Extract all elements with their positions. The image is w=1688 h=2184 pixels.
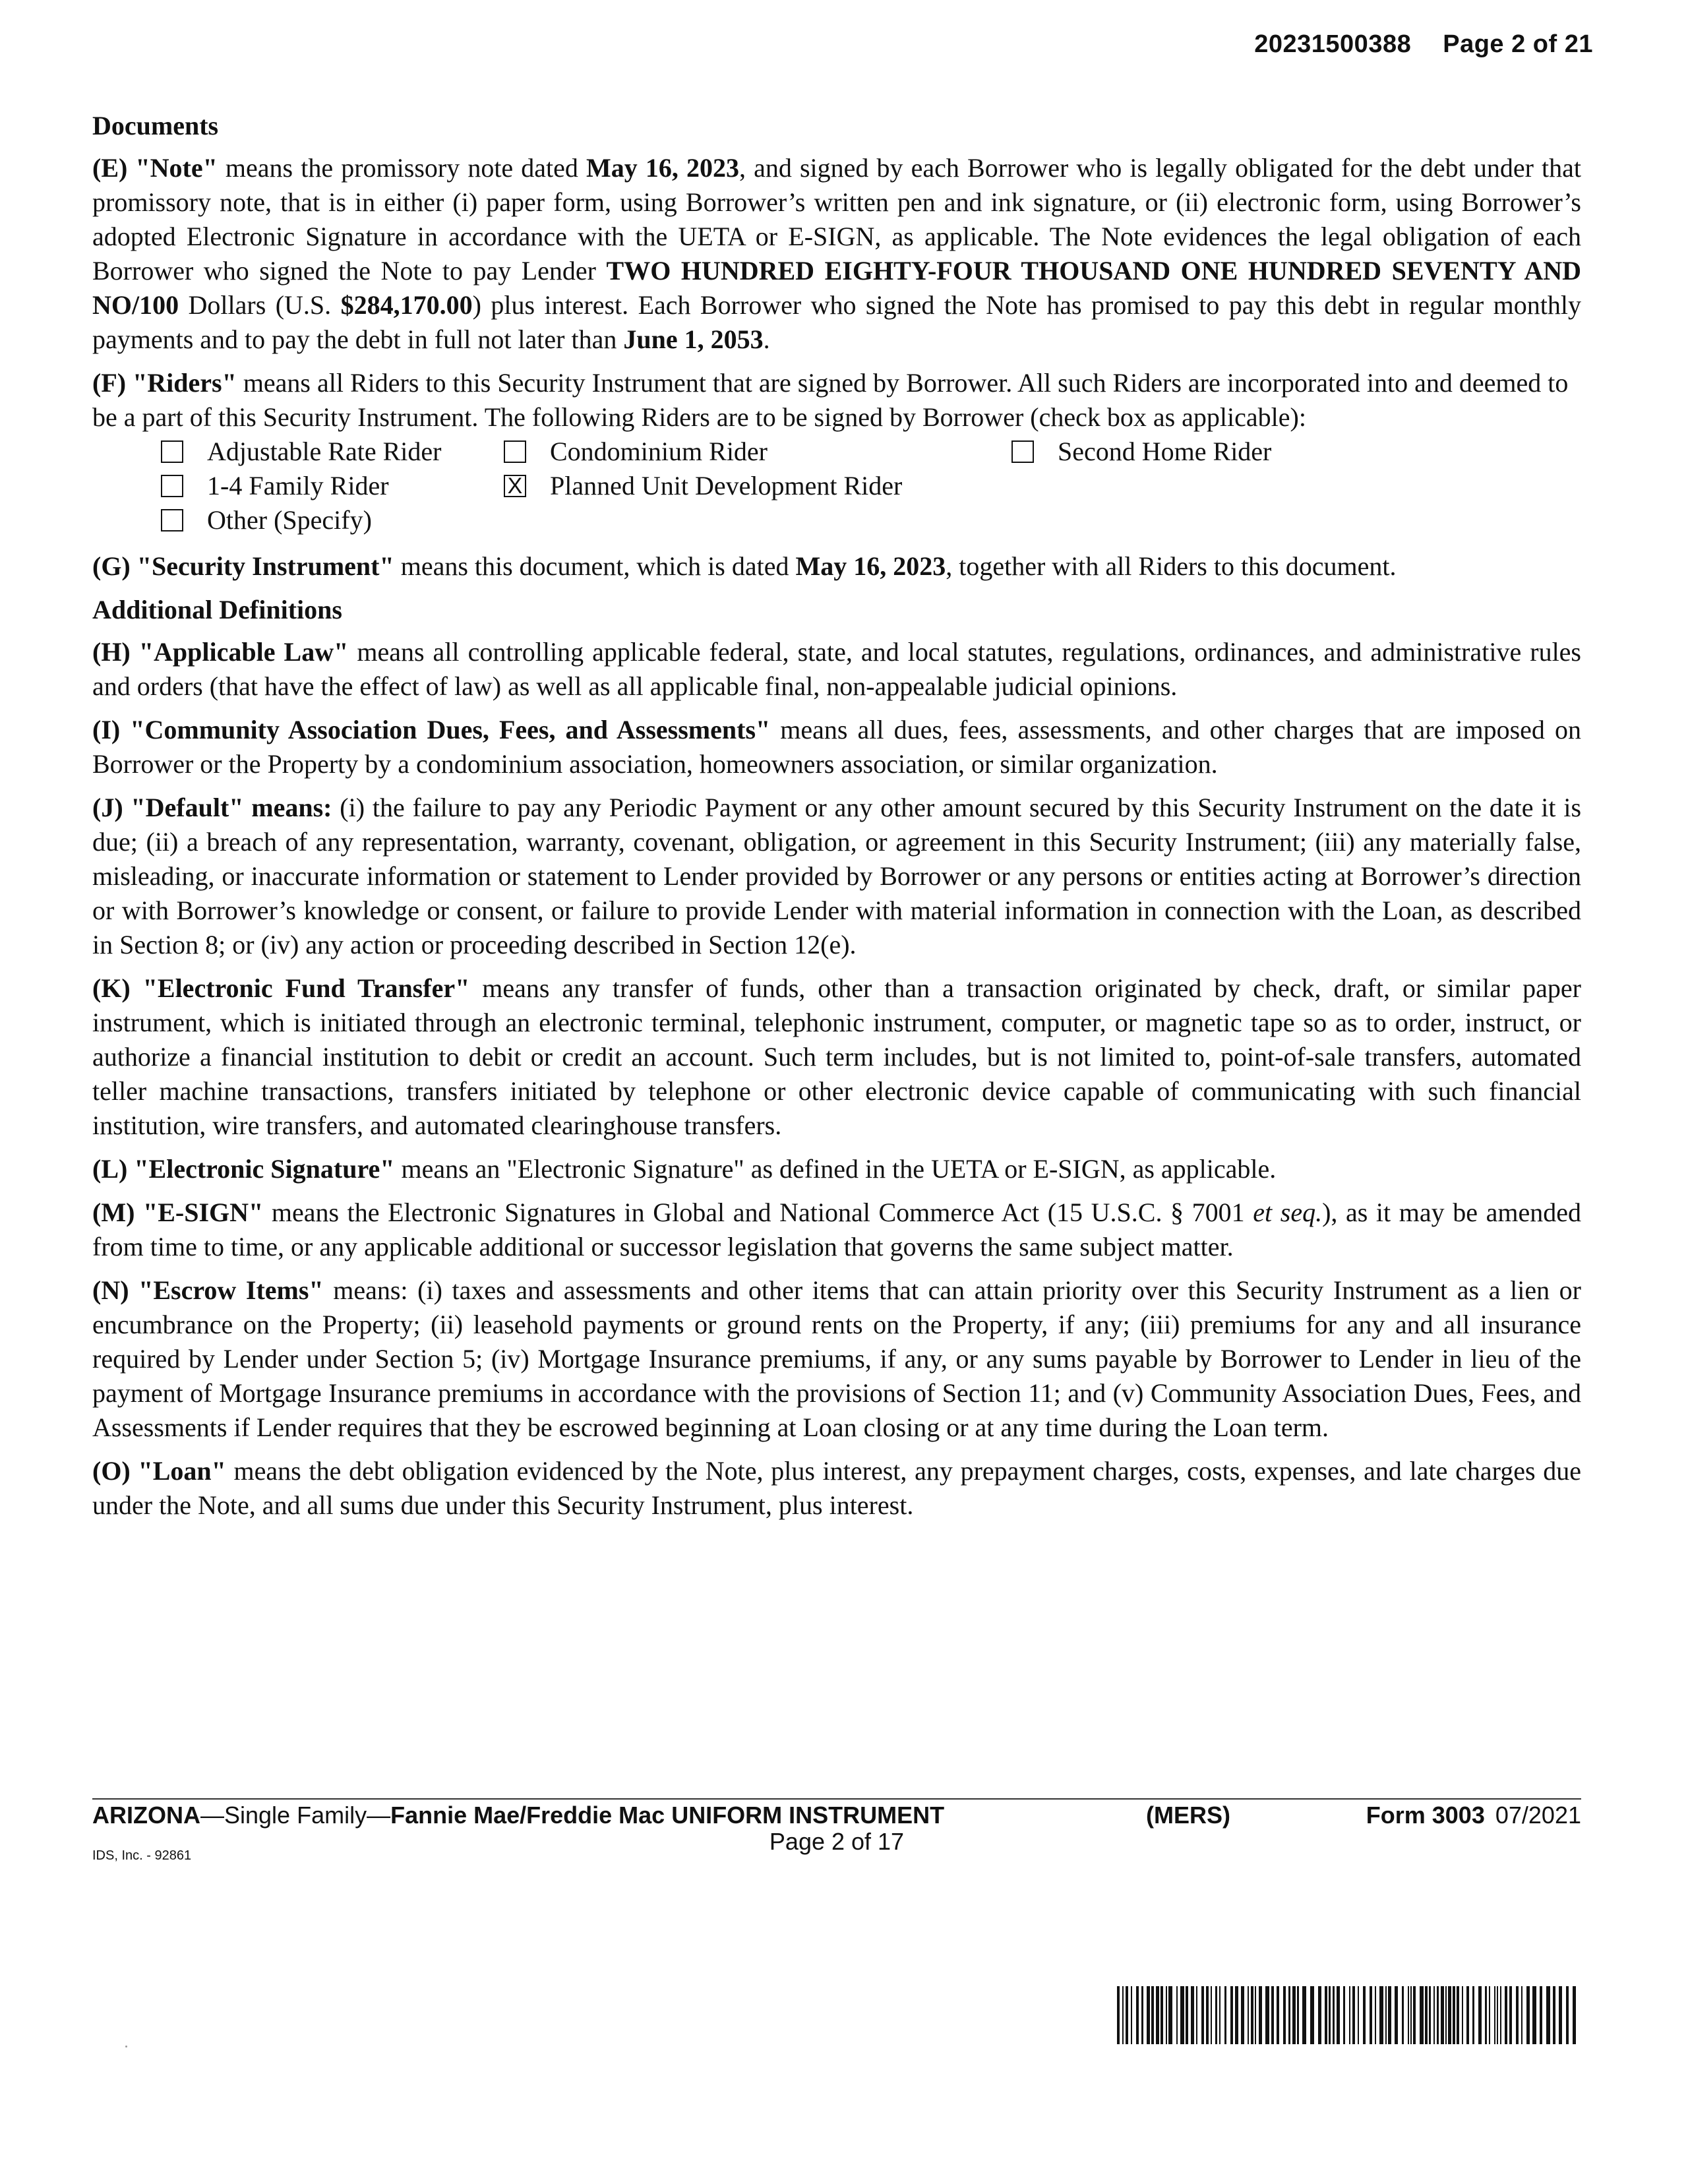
definition-community-dues — [92, 713, 1581, 781]
rider-item — [1011, 435, 1341, 469]
footer-form-date: 07/2021 — [1495, 1802, 1581, 1829]
security-instrument-text-2: , together with all Riders to this document. — [946, 551, 1397, 581]
definition-text: means: (i) taxes and assessments and other items that can attain priority over this Security Instrument as a lien or encumbrance on the Property; (ii) leasehold payments or ground rents on the Property, if any; (iii) premiums for any and all insurance required by Lender under Section 5; (iv) Mortgage Insurance premiums, if any, or any sums payable by Borrower to Lender in lieu of the payment of Mortgage Insurance premiums in accordance with the provisions of Section 11; and (v) Community Association Dues, Fees, and Assessments if Lender requires that they be escrowed beginning at Loan closing or at any time during the Loan term. — [92, 1275, 1582, 1442]
note-definition — [92, 151, 1581, 357]
definition-esign — [92, 1196, 1581, 1264]
checkbox[interactable] — [504, 440, 526, 463]
definition-label: (I) "Community Association Dues, Fees, and Assessments" — [92, 715, 771, 744]
document-header — [1254, 30, 1593, 59]
definition-text: means an "Electronic Signature" as defined in the UETA or E-SIGN, as applicable. — [394, 1154, 1277, 1184]
definition-label: (N) "Escrow Items" — [92, 1275, 324, 1305]
definition-label: (H) "Applicable Law" — [92, 637, 349, 667]
checkbox[interactable] — [161, 509, 183, 531]
definition-label: (M) "E-SIGN" — [92, 1198, 264, 1227]
note-text-5: . — [763, 324, 770, 354]
definition-italic: et seq. — [1253, 1198, 1323, 1227]
note-text-2: , and signed by each Borrower who is legally obligated for the debt under that promissory note, that is in either (i) paper form, using Borrower’s written pen and ink signature, or (ii) electronic form, using Borrower’s adopted Electronic Signature in accordance with the UETA or E-SIGN, as applicable. The Note evidences the legal obligation of each Borrower who signed the Note to pay Lender — [92, 153, 1581, 286]
definition-label: (L) "Electronic Signature" — [92, 1154, 395, 1184]
definition-label: (O) "Loan" — [92, 1456, 226, 1486]
riders-text: means all Riders to this Security Instrument that are signed by Borrower. All such Riders are incorporated into and deemed to be a part of this Security Instrument. The following Riders are to be signed by Borrower (check box as applicable): — [92, 368, 1569, 432]
definition-default — [92, 791, 1581, 962]
security-instrument-definition — [92, 549, 1581, 584]
checkbox[interactable] — [1011, 440, 1034, 463]
footer-single-family: —Single Family— — [200, 1802, 391, 1829]
additional-definitions-heading: Additional Definitions — [92, 595, 342, 624]
note-amount: $284,170.00 — [340, 290, 473, 320]
rider-item — [504, 435, 1011, 469]
definition-electronic-signature — [92, 1152, 1581, 1186]
note-text-4: ) plus interest. Each Borrower who signed the Note has promised to pay this debt in regular monthly payments and to pay the debt in full not later than — [92, 290, 1582, 354]
note-date: May 16, 2023 — [586, 153, 740, 183]
rider-empty-cell — [1011, 469, 1341, 503]
definition-text: means the debt obligation evidenced by the Note, plus interest, any prepayment charges, costs, expenses, and late charges due under the Note, and all sums due under this Security Instrument, plus interest. — [92, 1456, 1582, 1520]
definition-loan — [92, 1454, 1581, 1523]
checkbox[interactable] — [161, 475, 183, 497]
footer-instrument: Fannie Mae/Freddie Mac UNIFORM INSTRUMENT — [390, 1802, 945, 1829]
note-label: (E) "Note" — [92, 153, 218, 183]
definition-label: (J) "Default" means: — [92, 793, 332, 822]
rider-item — [161, 435, 504, 469]
definition-text: means all controlling applicable federal, state, and local statutes, regulations, ordinances, and administrative rules and orders (that have the effect of law) as well as all applicable final, non-appealable judicial opinions. — [92, 637, 1581, 701]
rider-label: Condominium Rider — [550, 437, 768, 466]
rider-label: 1-4 Family Rider — [207, 471, 389, 501]
security-instrument-label: (G) "Security Instrument" — [92, 551, 394, 581]
footer-divider — [92, 1798, 1581, 1800]
definition-applicable-law — [92, 635, 1581, 704]
footer-form-line — [92, 1802, 1581, 1829]
checkbox[interactable] — [161, 440, 183, 463]
document-body — [92, 109, 1581, 1532]
definition-escrow-items — [92, 1273, 1581, 1445]
document-page-label: Page 2 of 21 — [1443, 30, 1593, 58]
note-text-3: Dollars (U.S. — [179, 290, 341, 320]
definition-electronic-fund-transfer — [92, 971, 1581, 1143]
footer-form-label: Form 3003 — [1366, 1802, 1485, 1829]
rider-label: Planned Unit Development Rider — [550, 471, 903, 501]
footer-state: ARIZONA — [92, 1802, 200, 1829]
rider-label: Second Home Rider — [1058, 437, 1272, 466]
definition-text: ), as it may be amended from time to time, or any applicable additional or successor legislation that governs the same subject matter. — [92, 1198, 1581, 1261]
definition-text: means all dues, fees, assessments, and other charges that are imposed on Borrower or the Property by a condominium association, homeowners association, or similar organization. — [92, 715, 1581, 779]
security-instrument-date: May 16, 2023 — [795, 551, 946, 581]
page-footer — [92, 1802, 1581, 1855]
rider-item — [161, 469, 504, 503]
rider-item — [161, 503, 504, 537]
scan-dot — [125, 2046, 127, 2048]
footer-page-number: Page 2 of 17 — [769, 1828, 905, 1855]
rider-label: Adjustable Rate Rider — [207, 437, 442, 466]
footer-form-id — [1366, 1802, 1581, 1829]
rider-item — [504, 469, 1011, 503]
document-number: 20231500388 — [1254, 30, 1412, 58]
definition-text: (i) the failure to pay any Periodic Payment or any other amount secured by this Security Instrument on the date it is due; (ii) a breach of any representation, warranty, covenant, obligation, or agreement in this Security Instrument; (iii) any materially false, misleading, or inaccurate information or statement to Lender provided by Borrower or any persons or entities acting at Borrower’s direction or with Borrower’s knowledge or consent, or failure to provide Lender with material information in connection with the Loan, as described in Section 8; or (iv) any action or proceeding described in Section 12(e). — [92, 793, 1582, 959]
security-instrument-text-1: means this document, which is dated — [394, 551, 796, 581]
riders-label: (F) "Riders" — [92, 368, 237, 398]
riders-checklist — [92, 435, 1581, 537]
note-amount-words: TWO HUNDRED EIGHTY-FOUR THOUSAND ONE HUNDRED SEVENTY AND NO/100 — [92, 256, 1582, 320]
rider-label: Other (Specify) — [207, 505, 372, 535]
note-text-1: means the promissory note dated — [217, 153, 587, 183]
footer-ids-code: IDS, Inc. - 92861 — [92, 1848, 192, 1863]
note-maturity-date: June 1, 2053 — [623, 324, 764, 354]
barcode-graphic — [1117, 1986, 1579, 2044]
definition-text: means the Electronic Signatures in Global and National Commerce Act (15 U.S.C. § 7001 — [263, 1198, 1253, 1227]
definition-label: (K) "Electronic Fund Transfer" — [92, 973, 470, 1003]
definition-text: means any transfer of funds, other than a transaction originated by check, draft, or similar paper instrument, which is initiated through an electronic terminal, telephonic instrument, computer, or magnetic tape so as to order, instruct, or authorize a financial institution to debit or credit an account. Such term includes, but is not limited to, point-of-sale transfers, automated teller machine transactions, transfers initiated by telephone or other electronic device capable of communicating with such financial institution, wire transfers, and automated clearinghouse transfers. — [92, 973, 1581, 1140]
documents-heading: Documents — [92, 111, 219, 140]
riders-definition — [92, 366, 1581, 435]
footer-mers: (MERS) — [1146, 1802, 1230, 1829]
checkbox-checked[interactable]: X — [504, 475, 526, 497]
